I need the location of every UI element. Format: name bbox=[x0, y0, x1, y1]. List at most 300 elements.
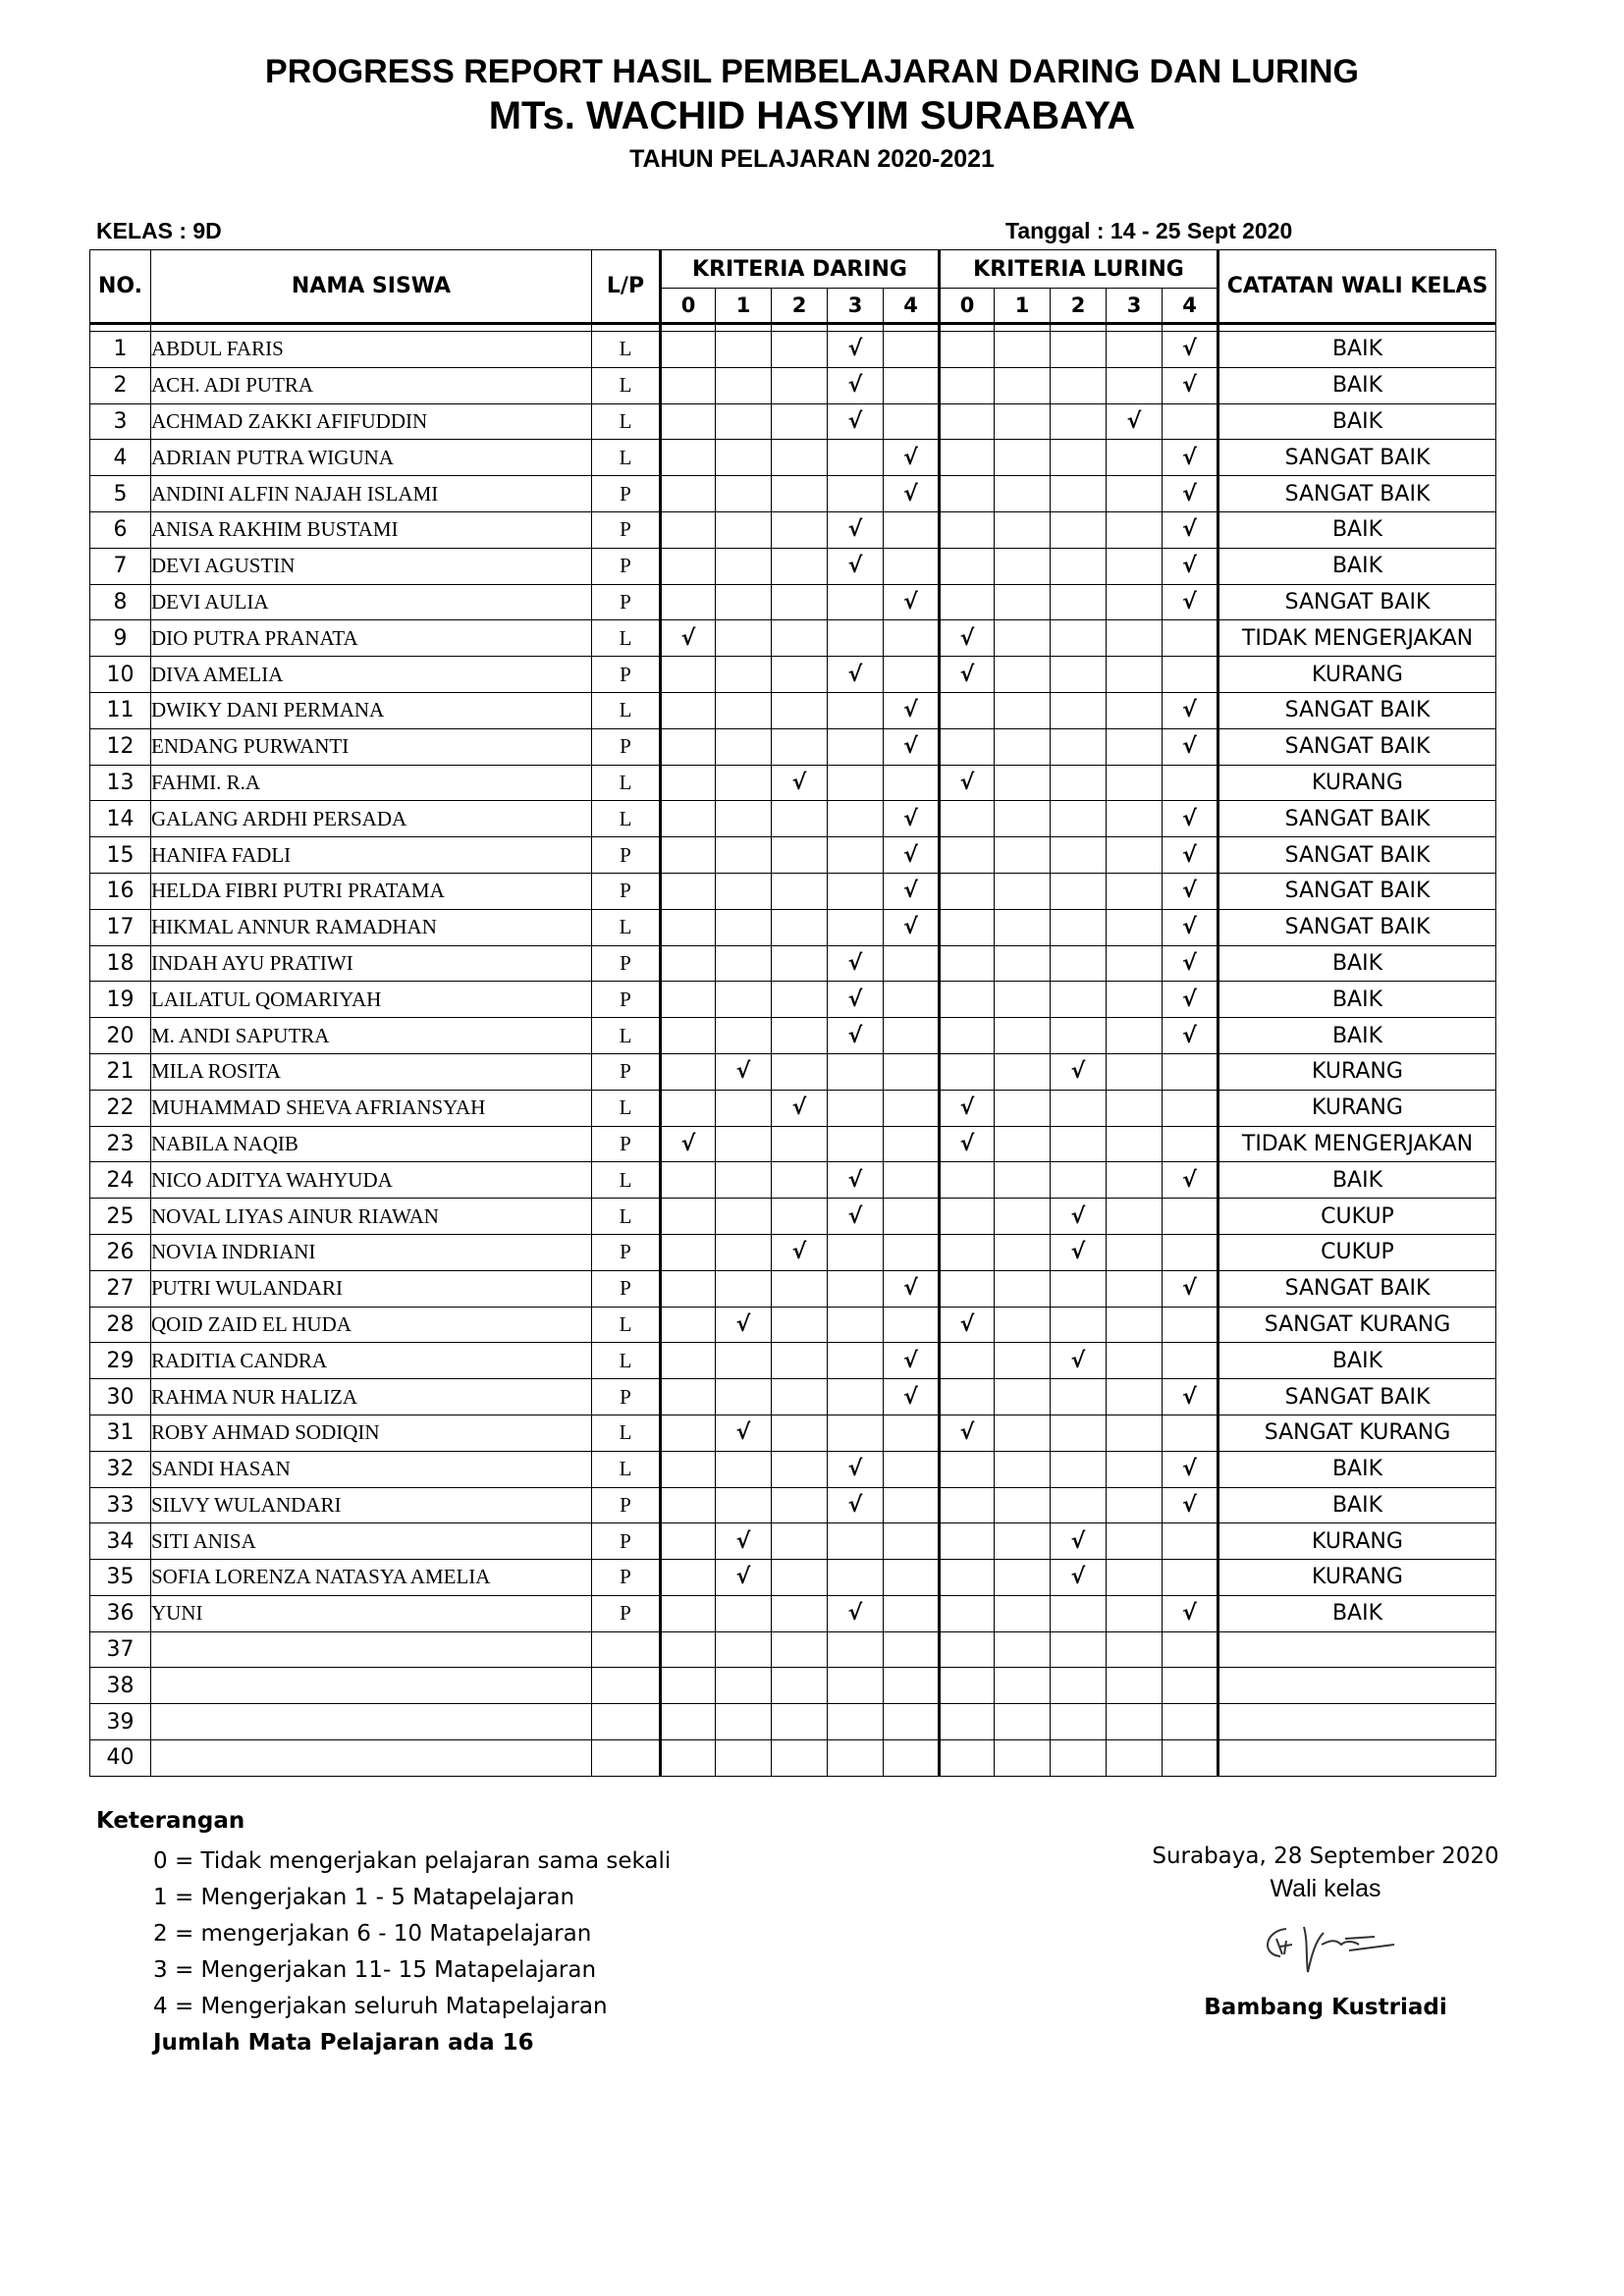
daring-check-0 bbox=[661, 1631, 716, 1668]
luring-check-1 bbox=[995, 837, 1051, 874]
luring-check-3 bbox=[1107, 511, 1163, 548]
luring-check-1 bbox=[995, 476, 1051, 512]
luring-check-2: √ bbox=[1051, 1053, 1107, 1090]
daring-check-0 bbox=[661, 1415, 716, 1451]
luring-check-3 bbox=[1107, 765, 1163, 801]
teacher-note bbox=[1218, 1668, 1496, 1704]
row-number: 28 bbox=[90, 1307, 151, 1343]
student-name: SILVY WULANDARI bbox=[151, 1487, 592, 1523]
signer-role: Wali kelas bbox=[1270, 1875, 1381, 1902]
daring-check-4 bbox=[884, 511, 940, 548]
luring-check-1 bbox=[995, 1631, 1051, 1668]
luring-check-3 bbox=[1107, 1560, 1163, 1596]
student-gender: P bbox=[592, 873, 661, 909]
daring-check-4 bbox=[884, 1487, 940, 1523]
table-row bbox=[90, 1415, 1496, 1451]
luring-check-4: √ bbox=[1163, 1487, 1218, 1523]
daring-check-2 bbox=[772, 1668, 828, 1704]
row-number: 14 bbox=[90, 801, 151, 837]
daring-check-3 bbox=[828, 1415, 884, 1451]
luring-check-1 bbox=[995, 765, 1051, 801]
daring-check-4: √ bbox=[884, 440, 940, 476]
daring-check-0 bbox=[661, 1270, 716, 1307]
luring-check-1 bbox=[995, 1270, 1051, 1307]
student-name: ANDINI ALFIN NAJAH ISLAMI bbox=[151, 476, 592, 512]
student-name: QOID ZAID EL HUDA bbox=[151, 1307, 592, 1343]
table-row bbox=[90, 1307, 1496, 1343]
row-number: 2 bbox=[90, 367, 151, 403]
teacher-note: TIDAK MENGERJAKAN bbox=[1218, 620, 1496, 657]
luring-check-0: √ bbox=[940, 620, 995, 657]
luring-check-1 bbox=[995, 1487, 1051, 1523]
teacher-note: BAIK bbox=[1218, 1595, 1496, 1631]
student-name: MILA ROSITA bbox=[151, 1053, 592, 1090]
luring-check-1 bbox=[995, 511, 1051, 548]
daring-check-0 bbox=[661, 1595, 716, 1631]
luring-check-4: √ bbox=[1163, 1270, 1218, 1307]
luring-check-2: √ bbox=[1051, 1560, 1107, 1596]
luring-check-4: √ bbox=[1163, 548, 1218, 584]
legend-title: Keterangan bbox=[96, 1808, 245, 1834]
luring-check-3 bbox=[1107, 1270, 1163, 1307]
student-gender: P bbox=[592, 982, 661, 1018]
daring-check-1 bbox=[716, 440, 772, 476]
daring-check-1 bbox=[716, 982, 772, 1018]
daring-check-4 bbox=[884, 1704, 940, 1740]
daring-check-3 bbox=[828, 1307, 884, 1343]
row-number: 15 bbox=[90, 837, 151, 874]
daring-check-4 bbox=[884, 1307, 940, 1343]
luring-check-2 bbox=[1051, 1018, 1107, 1054]
luring-check-4: √ bbox=[1163, 476, 1218, 512]
luring-level-3: 3 bbox=[1107, 289, 1163, 324]
daring-check-1: √ bbox=[716, 1307, 772, 1343]
luring-check-0 bbox=[940, 1668, 995, 1704]
luring-check-4 bbox=[1163, 765, 1218, 801]
teacher-note bbox=[1218, 1740, 1496, 1777]
luring-check-1 bbox=[995, 1234, 1051, 1270]
student-name: NICO ADITYA WAHYUDA bbox=[151, 1162, 592, 1199]
luring-check-1 bbox=[995, 1415, 1051, 1451]
student-gender: L bbox=[592, 909, 661, 945]
teacher-note: SANGAT BAIK bbox=[1218, 1270, 1496, 1307]
table-row bbox=[90, 1487, 1496, 1523]
header-kriteria-luring: KRITERIA LURING bbox=[940, 250, 1218, 289]
daring-check-2 bbox=[772, 982, 828, 1018]
daring-check-3: √ bbox=[828, 945, 884, 982]
daring-check-2 bbox=[772, 909, 828, 945]
luring-check-3 bbox=[1107, 1162, 1163, 1199]
luring-check-1 bbox=[995, 728, 1051, 765]
luring-check-1 bbox=[995, 584, 1051, 620]
student-name: SOFIA LORENZA NATASYA AMELIA bbox=[151, 1560, 592, 1596]
daring-check-2 bbox=[772, 1523, 828, 1560]
row-number: 30 bbox=[90, 1379, 151, 1415]
legend-item-2: 2 = mengerjakan 6 - 10 Matapelajaran bbox=[153, 1921, 592, 1947]
luring-check-0 bbox=[940, 909, 995, 945]
luring-check-0 bbox=[940, 511, 995, 548]
teacher-note: SANGAT BAIK bbox=[1218, 728, 1496, 765]
luring-check-2 bbox=[1051, 873, 1107, 909]
table-row bbox=[90, 584, 1496, 620]
luring-check-3 bbox=[1107, 1704, 1163, 1740]
daring-check-4 bbox=[884, 1199, 940, 1235]
daring-check-3 bbox=[828, 1270, 884, 1307]
student-gender: P bbox=[592, 548, 661, 584]
daring-check-1 bbox=[716, 765, 772, 801]
table-row bbox=[90, 1379, 1496, 1415]
row-number: 22 bbox=[90, 1090, 151, 1126]
table-row bbox=[90, 1631, 1496, 1668]
daring-check-2 bbox=[772, 1631, 828, 1668]
teacher-note: BAIK bbox=[1218, 1162, 1496, 1199]
daring-check-0 bbox=[661, 440, 716, 476]
student-name: DIO PUTRA PRANATA bbox=[151, 620, 592, 657]
legend-item-0: 0 = Tidak mengerjakan pelajaran sama sekali bbox=[153, 1848, 672, 1874]
daring-check-2 bbox=[772, 440, 828, 476]
daring-check-0 bbox=[661, 332, 716, 368]
daring-check-1 bbox=[716, 692, 772, 728]
luring-check-0 bbox=[940, 1704, 995, 1740]
teacher-note: BAIK bbox=[1218, 511, 1496, 548]
row-number: 9 bbox=[90, 620, 151, 657]
daring-check-4 bbox=[884, 1631, 940, 1668]
daring-check-0 bbox=[661, 1487, 716, 1523]
daring-check-1 bbox=[716, 1631, 772, 1668]
row-number: 21 bbox=[90, 1053, 151, 1090]
luring-check-1 bbox=[995, 1053, 1051, 1090]
daring-check-1 bbox=[716, 728, 772, 765]
luring-check-3 bbox=[1107, 1668, 1163, 1704]
teacher-note: SANGAT KURANG bbox=[1218, 1415, 1496, 1451]
teacher-note: SANGAT BAIK bbox=[1218, 1379, 1496, 1415]
daring-check-2 bbox=[772, 1560, 828, 1596]
luring-check-1 bbox=[995, 1162, 1051, 1199]
student-name: HIKMAL ANNUR RAMADHAN bbox=[151, 909, 592, 945]
luring-check-1 bbox=[995, 801, 1051, 837]
luring-check-2 bbox=[1051, 1415, 1107, 1451]
luring-check-0 bbox=[940, 1162, 995, 1199]
luring-check-4: √ bbox=[1163, 1379, 1218, 1415]
student-name: M. ANDI SAPUTRA bbox=[151, 1018, 592, 1054]
table-row bbox=[90, 837, 1496, 874]
daring-check-2 bbox=[772, 1451, 828, 1487]
daring-check-3: √ bbox=[828, 982, 884, 1018]
daring-check-2 bbox=[772, 837, 828, 874]
luring-check-4 bbox=[1163, 1704, 1218, 1740]
luring-check-0 bbox=[940, 1487, 995, 1523]
luring-check-1 bbox=[995, 1018, 1051, 1054]
daring-check-0: √ bbox=[661, 1126, 716, 1162]
daring-check-4: √ bbox=[884, 909, 940, 945]
daring-check-4: √ bbox=[884, 1343, 940, 1379]
luring-check-1 bbox=[995, 332, 1051, 368]
daring-check-2 bbox=[772, 1704, 828, 1740]
luring-check-2: √ bbox=[1051, 1199, 1107, 1235]
table-row bbox=[90, 548, 1496, 584]
daring-check-2 bbox=[772, 1270, 828, 1307]
student-name: ACHMAD ZAKKI AFIFUDDIN bbox=[151, 403, 592, 440]
luring-check-4 bbox=[1163, 403, 1218, 440]
luring-check-2 bbox=[1051, 440, 1107, 476]
luring-check-0 bbox=[940, 403, 995, 440]
luring-check-0 bbox=[940, 332, 995, 368]
teacher-note: SANGAT BAIK bbox=[1218, 801, 1496, 837]
student-gender: P bbox=[592, 584, 661, 620]
luring-check-0 bbox=[940, 945, 995, 982]
student-name bbox=[151, 1740, 592, 1777]
row-number: 36 bbox=[90, 1595, 151, 1631]
table-row bbox=[90, 1595, 1496, 1631]
teacher-note: BAIK bbox=[1218, 1451, 1496, 1487]
student-gender bbox=[592, 1704, 661, 1740]
luring-check-2 bbox=[1051, 1162, 1107, 1199]
daring-check-3 bbox=[828, 584, 884, 620]
daring-check-2 bbox=[772, 873, 828, 909]
daring-check-3 bbox=[828, 1379, 884, 1415]
student-gender: P bbox=[592, 1487, 661, 1523]
table-row bbox=[90, 1451, 1496, 1487]
teacher-note: SANGAT BAIK bbox=[1218, 909, 1496, 945]
luring-check-0 bbox=[940, 1234, 995, 1270]
luring-check-2 bbox=[1051, 403, 1107, 440]
student-gender: P bbox=[592, 1595, 661, 1631]
teacher-note: SANGAT BAIK bbox=[1218, 837, 1496, 874]
luring-check-2 bbox=[1051, 657, 1107, 693]
row-number: 16 bbox=[90, 873, 151, 909]
daring-check-4 bbox=[884, 620, 940, 657]
daring-check-1 bbox=[716, 548, 772, 584]
handwritten-signature bbox=[1247, 1911, 1404, 1980]
luring-check-0 bbox=[940, 1018, 995, 1054]
daring-check-2 bbox=[772, 1487, 828, 1523]
row-number: 40 bbox=[90, 1740, 151, 1777]
daring-check-3 bbox=[828, 1053, 884, 1090]
daring-check-4 bbox=[884, 765, 940, 801]
row-number: 17 bbox=[90, 909, 151, 945]
daring-check-0 bbox=[661, 511, 716, 548]
luring-check-4: √ bbox=[1163, 440, 1218, 476]
luring-check-4: √ bbox=[1163, 982, 1218, 1018]
table-row bbox=[90, 367, 1496, 403]
row-number: 7 bbox=[90, 548, 151, 584]
student-gender: L bbox=[592, 1090, 661, 1126]
header-kriteria-daring: KRITERIA DARING bbox=[661, 250, 940, 289]
place-date: Surabaya, 28 September 2020 bbox=[1152, 1843, 1499, 1869]
luring-check-0 bbox=[940, 692, 995, 728]
daring-check-2 bbox=[772, 728, 828, 765]
daring-check-0 bbox=[661, 657, 716, 693]
daring-check-2 bbox=[772, 1595, 828, 1631]
daring-check-0 bbox=[661, 945, 716, 982]
student-name: DIVA AMELIA bbox=[151, 657, 592, 693]
daring-check-0 bbox=[661, 1307, 716, 1343]
daring-check-3 bbox=[828, 1668, 884, 1704]
luring-check-2 bbox=[1051, 801, 1107, 837]
luring-check-2 bbox=[1051, 1595, 1107, 1631]
daring-check-2 bbox=[772, 584, 828, 620]
luring-check-4 bbox=[1163, 1560, 1218, 1596]
student-gender: P bbox=[592, 476, 661, 512]
daring-check-1: √ bbox=[716, 1560, 772, 1596]
daring-level-1: 1 bbox=[716, 289, 772, 324]
student-name: HANIFA FADLI bbox=[151, 837, 592, 874]
daring-check-3 bbox=[828, 1234, 884, 1270]
student-gender: P bbox=[592, 837, 661, 874]
daring-check-3: √ bbox=[828, 511, 884, 548]
daring-check-4: √ bbox=[884, 692, 940, 728]
daring-check-0 bbox=[661, 367, 716, 403]
daring-check-2: √ bbox=[772, 1234, 828, 1270]
student-name: DEVI AGUSTIN bbox=[151, 548, 592, 584]
luring-check-3 bbox=[1107, 909, 1163, 945]
teacher-note: SANGAT BAIK bbox=[1218, 584, 1496, 620]
luring-check-3 bbox=[1107, 873, 1163, 909]
daring-check-2 bbox=[772, 657, 828, 693]
row-number: 19 bbox=[90, 982, 151, 1018]
student-gender: P bbox=[592, 1053, 661, 1090]
luring-check-4: √ bbox=[1163, 584, 1218, 620]
daring-check-0 bbox=[661, 1199, 716, 1235]
student-name: ADRIAN PUTRA WIGUNA bbox=[151, 440, 592, 476]
legend bbox=[96, 1808, 671, 2061]
table-row bbox=[90, 1162, 1496, 1199]
table-row bbox=[90, 1234, 1496, 1270]
teacher-note: BAIK bbox=[1218, 1343, 1496, 1379]
daring-check-1 bbox=[716, 1379, 772, 1415]
daring-check-1 bbox=[716, 367, 772, 403]
luring-check-1 bbox=[995, 1740, 1051, 1777]
student-gender: L bbox=[592, 440, 661, 476]
daring-check-2 bbox=[772, 1126, 828, 1162]
luring-check-0 bbox=[940, 873, 995, 909]
luring-check-0 bbox=[940, 1740, 995, 1777]
daring-check-4 bbox=[884, 1451, 940, 1487]
luring-level-0: 0 bbox=[940, 289, 995, 324]
student-name bbox=[151, 1704, 592, 1740]
luring-check-3 bbox=[1107, 548, 1163, 584]
luring-check-3 bbox=[1107, 476, 1163, 512]
daring-check-2 bbox=[772, 1379, 828, 1415]
luring-check-4 bbox=[1163, 1199, 1218, 1235]
daring-check-0: √ bbox=[661, 620, 716, 657]
daring-check-1 bbox=[716, 1487, 772, 1523]
daring-check-1: √ bbox=[716, 1415, 772, 1451]
daring-check-0 bbox=[661, 1053, 716, 1090]
legend-item-4: 4 = Mengerjakan seluruh Matapelajaran bbox=[153, 1994, 608, 2019]
luring-check-2 bbox=[1051, 1451, 1107, 1487]
luring-check-2: √ bbox=[1051, 1234, 1107, 1270]
luring-check-4: √ bbox=[1163, 1451, 1218, 1487]
luring-check-0 bbox=[940, 1631, 995, 1668]
luring-check-1 bbox=[995, 1126, 1051, 1162]
student-gender bbox=[592, 1668, 661, 1704]
daring-check-1 bbox=[716, 584, 772, 620]
daring-check-3 bbox=[828, 1560, 884, 1596]
daring-check-4: √ bbox=[884, 1270, 940, 1307]
row-number: 20 bbox=[90, 1018, 151, 1054]
daring-check-1 bbox=[716, 873, 772, 909]
teacher-note: BAIK bbox=[1218, 945, 1496, 982]
table-row bbox=[90, 728, 1496, 765]
table-row bbox=[90, 692, 1496, 728]
row-number: 1 bbox=[90, 332, 151, 368]
row-number: 32 bbox=[90, 1451, 151, 1487]
student-gender: P bbox=[592, 1523, 661, 1560]
row-number: 5 bbox=[90, 476, 151, 512]
student-name: NOVIA INDRIANI bbox=[151, 1234, 592, 1270]
daring-check-1 bbox=[716, 476, 772, 512]
daring-check-3 bbox=[828, 1704, 884, 1740]
daring-check-3 bbox=[828, 909, 884, 945]
daring-check-4: √ bbox=[884, 1379, 940, 1415]
student-name: PUTRI WULANDARI bbox=[151, 1270, 592, 1307]
daring-check-3 bbox=[828, 476, 884, 512]
teacher-note: KURANG bbox=[1218, 1053, 1496, 1090]
table-row bbox=[90, 1560, 1496, 1596]
daring-check-0 bbox=[661, 1234, 716, 1270]
student-gender: P bbox=[592, 1560, 661, 1596]
luring-check-0 bbox=[940, 476, 995, 512]
luring-check-2: √ bbox=[1051, 1343, 1107, 1379]
student-name: ENDANG PURWANTI bbox=[151, 728, 592, 765]
daring-check-0 bbox=[661, 1560, 716, 1596]
luring-level-4: 4 bbox=[1163, 289, 1218, 324]
student-name bbox=[151, 1668, 592, 1704]
daring-check-0 bbox=[661, 1018, 716, 1054]
table-row bbox=[90, 1199, 1496, 1235]
luring-check-4 bbox=[1163, 1415, 1218, 1451]
daring-check-3 bbox=[828, 1343, 884, 1379]
luring-check-3 bbox=[1107, 837, 1163, 874]
student-gender: P bbox=[592, 657, 661, 693]
luring-check-2 bbox=[1051, 837, 1107, 874]
header-no: NO. bbox=[90, 250, 151, 324]
student-gender: L bbox=[592, 1343, 661, 1379]
daring-check-2: √ bbox=[772, 1090, 828, 1126]
luring-check-4: √ bbox=[1163, 945, 1218, 982]
daring-check-1 bbox=[716, 1451, 772, 1487]
table-row bbox=[90, 1343, 1496, 1379]
daring-check-0 bbox=[661, 873, 716, 909]
luring-check-4 bbox=[1163, 620, 1218, 657]
daring-check-4: √ bbox=[884, 801, 940, 837]
teacher-note: KURANG bbox=[1218, 1090, 1496, 1126]
luring-check-4: √ bbox=[1163, 332, 1218, 368]
student-gender: P bbox=[592, 1379, 661, 1415]
daring-check-0 bbox=[661, 584, 716, 620]
row-number: 31 bbox=[90, 1415, 151, 1451]
row-number: 3 bbox=[90, 403, 151, 440]
header-lp: L/P bbox=[592, 250, 661, 324]
daring-check-4 bbox=[884, 367, 940, 403]
student-name: DEVI AULIA bbox=[151, 584, 592, 620]
teacher-note: CUKUP bbox=[1218, 1234, 1496, 1270]
student-name: INDAH AYU PRATIWI bbox=[151, 945, 592, 982]
luring-check-3 bbox=[1107, 1523, 1163, 1560]
daring-check-2 bbox=[772, 476, 828, 512]
daring-check-1 bbox=[716, 1740, 772, 1777]
daring-check-3 bbox=[828, 692, 884, 728]
student-gender bbox=[592, 1631, 661, 1668]
luring-check-0 bbox=[940, 1270, 995, 1307]
daring-check-0 bbox=[661, 982, 716, 1018]
daring-check-2: √ bbox=[772, 765, 828, 801]
row-number: 39 bbox=[90, 1704, 151, 1740]
luring-check-4: √ bbox=[1163, 801, 1218, 837]
luring-check-2 bbox=[1051, 1090, 1107, 1126]
luring-check-3 bbox=[1107, 332, 1163, 368]
